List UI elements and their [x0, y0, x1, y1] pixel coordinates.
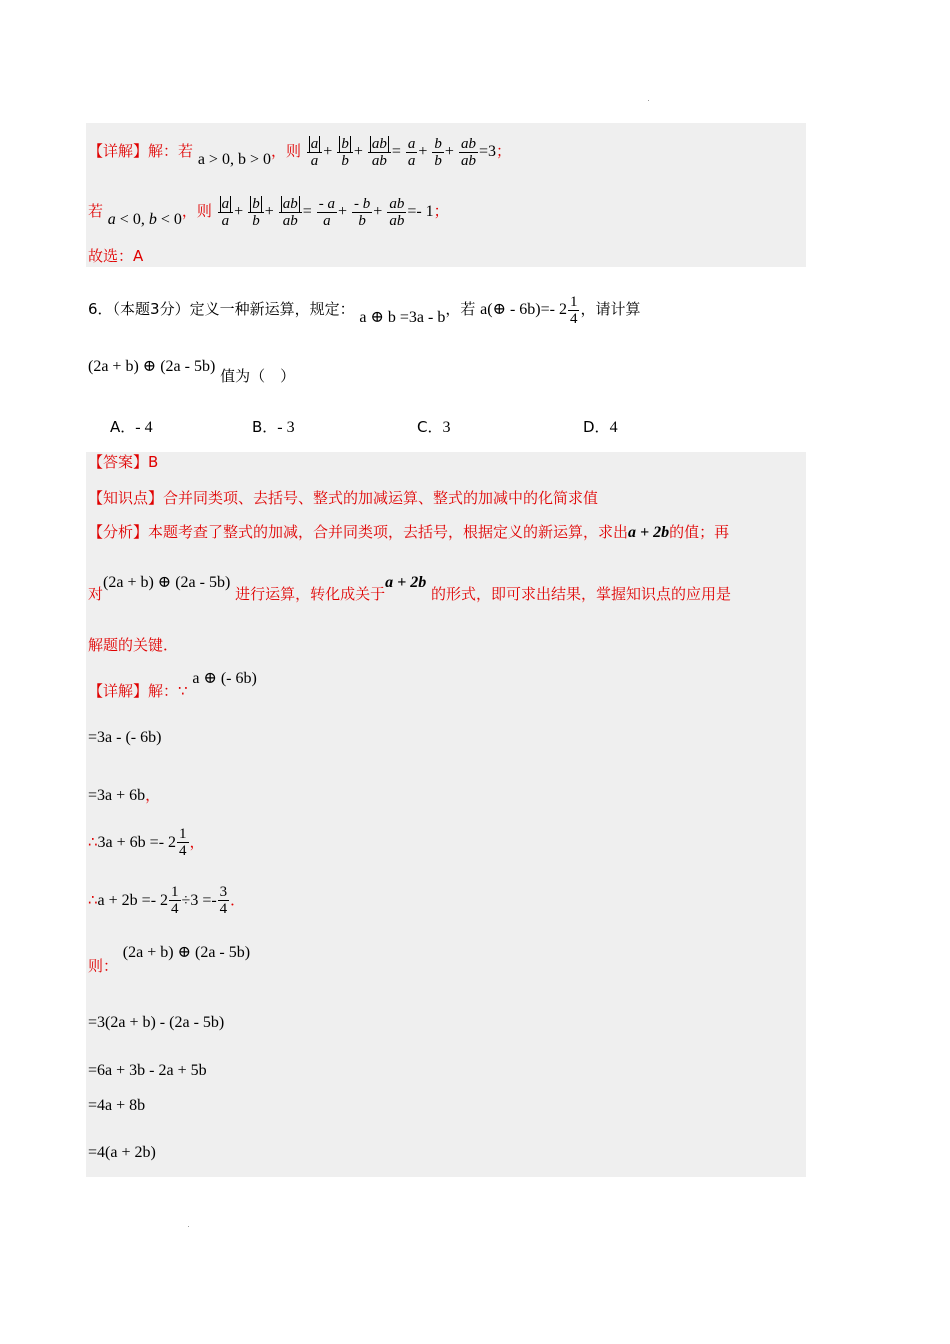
step-3: ∴3a + 6b =- 2 $\frac{1}{4}$ ， [88, 826, 205, 859]
detail-line-2: 若 a < 0, b < 0，则 $\frac{a}{a}$ + $\frac{b}{b}$ + $\frac{ab}{ab}$ = $\frac{- a}{a}$ + $\frac{- b}{b}$ + $\frac{ab}{ab}$ =- 1； [88, 196, 449, 229]
knowledge-line: 【知识点】合并同类项、去括号、整式的加减运算、整式的加减中的化简求值 [88, 489, 599, 507]
final-step-1: =3(2a + b) - (2a - 5b) [88, 1014, 225, 1031]
step-1: =3a - (- 6b) [88, 729, 162, 746]
condition-negative: a < 0, b < 0 [107, 211, 182, 229]
option-b[interactable]: B．- 3 [252, 418, 295, 436]
detail-line-1: 【详解】解：若 a > 0, b > 0，则 $\frac{a}{a}$ + $\frac{b}{b}$ + $\frac{ab}{ab}$ = $\frac{a}{a}$ + $\frac{b}{b}$ + $\frac{ab}{ab}$ =3； [88, 136, 511, 169]
given-condition: a(⊕ - 6b)=- 2 $\frac{1}{4}$ [480, 294, 578, 327]
then-line: 则： (2a + b) ⊕ (2a - 5b) [88, 944, 251, 975]
answer-line-5: 故选：A [88, 247, 144, 265]
formula-negative: $\frac{a}{a}$ + $\frac{b}{b}$ + $\frac{ab}{ab}$ = $\frac{- a}{a}$ + $\frac{- b}{b}$ + $\frac{ab}{ab}$ =- 1 [217, 203, 434, 220]
condition-positive: a > 0, b > 0 [197, 151, 271, 169]
analysis-line-1: 【分析】本题考查了整式的加减，合并同类项，去括号，根据定义的新运算，求出a + 2b的值；再 [88, 523, 730, 541]
detail-tag: 【详解】 [88, 142, 149, 161]
page-mark-bottom [188, 1226, 189, 1227]
formula-positive: $\frac{a}{a}$ + $\frac{b}{b}$ + $\frac{ab}{ab}$ = $\frac{a}{a}$ + $\frac{b}{b}$ + $\frac{ab}{ab}$ =3 [306, 143, 496, 160]
analysis-line-2: 对(2a + b) ⊕ (2a - 5b) 进行运算，转化成关于a + 2b 的形式，即可求出结果，掌握知识点的应用是 [88, 574, 732, 603]
question-expression: (2a + b) ⊕ (2a - 5b) [88, 358, 216, 375]
question6-stem: 6．（本题3分）定义一种新运算，规定： a ⊕ b =3a - b，若 a(⊕ - 6b)=- 2 $\frac{1}{4}$ ，请计算 [88, 294, 641, 327]
option-c[interactable]: C．3 [417, 418, 451, 436]
step-2: =3a + 6b， [88, 786, 161, 804]
final-step-4: =4(a + 2b) [88, 1144, 156, 1161]
option-d[interactable]: D．4 [583, 418, 618, 436]
question6-expression-line: (2a + b) ⊕ (2a - 5b) 值为（ ） [88, 358, 296, 385]
step-4: ∴a + 2b =- 2 $\frac{1}{4}$ ÷3 =- $\frac{3}{4}$ ． [88, 884, 246, 917]
answer-line: 【答案】B [88, 453, 159, 471]
option-a[interactable]: A．- 4 [110, 418, 153, 436]
analysis-line-3: 解题的关键． [88, 636, 179, 654]
final-step-3: =4a + 8b [88, 1097, 146, 1114]
detail-line: 【详解】解：∵ a ⊕ (- 6b) [88, 670, 257, 700]
operation-definition: a ⊕ b =3a - b [359, 309, 446, 327]
final-step-2: =6a + 3b - 2a + 5b [88, 1062, 207, 1079]
page-mark-top [648, 100, 649, 101]
